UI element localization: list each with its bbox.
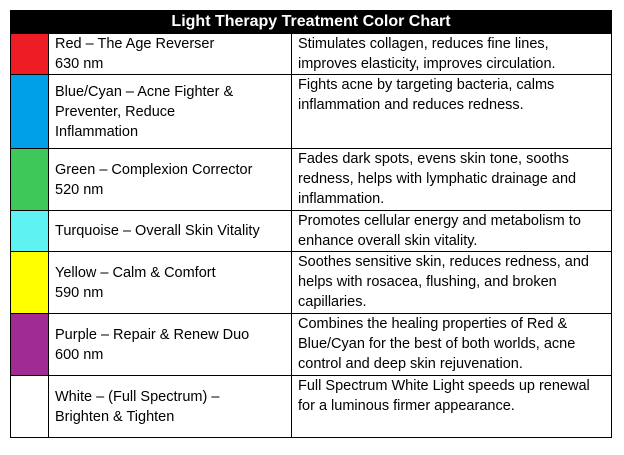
color-swatch xyxy=(11,252,49,314)
treatment-description: Combines the healing properties of Red & Blue/Cyan for the best of both worlds, acne control and deep skin rejuvenation. xyxy=(292,314,612,376)
treatment-name-line: 590 nm xyxy=(55,284,104,301)
treatment-name-line: Blue/Cyan – Acne Fighter & xyxy=(55,83,234,100)
chart-row xyxy=(11,252,612,314)
treatment-description: Fades dark spots, evens skin tone, sooths redness, helps with lymphatic drainage and inflammation. xyxy=(292,149,612,211)
chart-row xyxy=(11,75,612,149)
chart-row xyxy=(11,314,612,376)
treatment-name-line: Red – The Age Reverser xyxy=(55,36,215,52)
title-row xyxy=(11,11,612,34)
treatment-description: Full Spectrum White Light speeds up renewal for a luminous firmer appearance. xyxy=(292,376,612,438)
color-swatch xyxy=(11,75,49,149)
treatment-description: Soothes sensitive skin, reduces redness, and helps with rosacea, flushing, and broken capillaries. xyxy=(292,252,612,314)
treatment-name-line: 600 nm xyxy=(55,346,104,363)
color-swatch xyxy=(11,211,49,252)
color-swatch xyxy=(11,314,49,376)
treatment-name xyxy=(49,211,292,252)
chart-row xyxy=(11,34,612,75)
chart-title: Light Therapy Treatment Color Chart xyxy=(11,11,612,34)
treatment-name-line: Inflammation xyxy=(55,123,139,140)
treatment-description: Promotes cellular energy and metabolism to enhance overall skin vitality. xyxy=(292,211,612,252)
treatment-name xyxy=(49,376,292,438)
treatment-description: Fights acne by targeting bacteria, calms inflammation and reduces redness. xyxy=(292,75,612,149)
color-swatch xyxy=(11,34,49,75)
treatment-name-line: 630 nm xyxy=(55,56,104,72)
treatment-name-line: Turquoise – Overall Skin Vitality xyxy=(55,223,260,239)
treatment-name-line: White – (Full Spectrum) – xyxy=(55,388,220,405)
treatment-name-line: Preventer, Reduce xyxy=(55,103,176,120)
treatment-description: Stimulates collagen, reduces fine lines, improves elasticity, improves circulation. xyxy=(292,34,612,75)
color-chart-table xyxy=(10,10,612,438)
treatment-name xyxy=(49,149,292,211)
color-swatch xyxy=(11,376,49,438)
chart-row xyxy=(11,211,612,252)
treatment-name-line: 520 nm xyxy=(55,181,104,198)
color-swatch xyxy=(11,149,49,211)
chart-row xyxy=(11,149,612,211)
treatment-name-line: Green – Complexion Corrector xyxy=(55,161,253,178)
chart-row xyxy=(11,376,612,438)
treatment-name xyxy=(49,34,292,75)
treatment-name-line: Brighten & Tighten xyxy=(55,408,175,425)
treatment-name xyxy=(49,252,292,314)
treatment-name-line: Purple – Repair & Renew Duo xyxy=(55,326,250,343)
treatment-name xyxy=(49,75,292,149)
treatment-name xyxy=(49,314,292,376)
treatment-name-line: Yellow – Calm & Comfort xyxy=(55,264,216,281)
